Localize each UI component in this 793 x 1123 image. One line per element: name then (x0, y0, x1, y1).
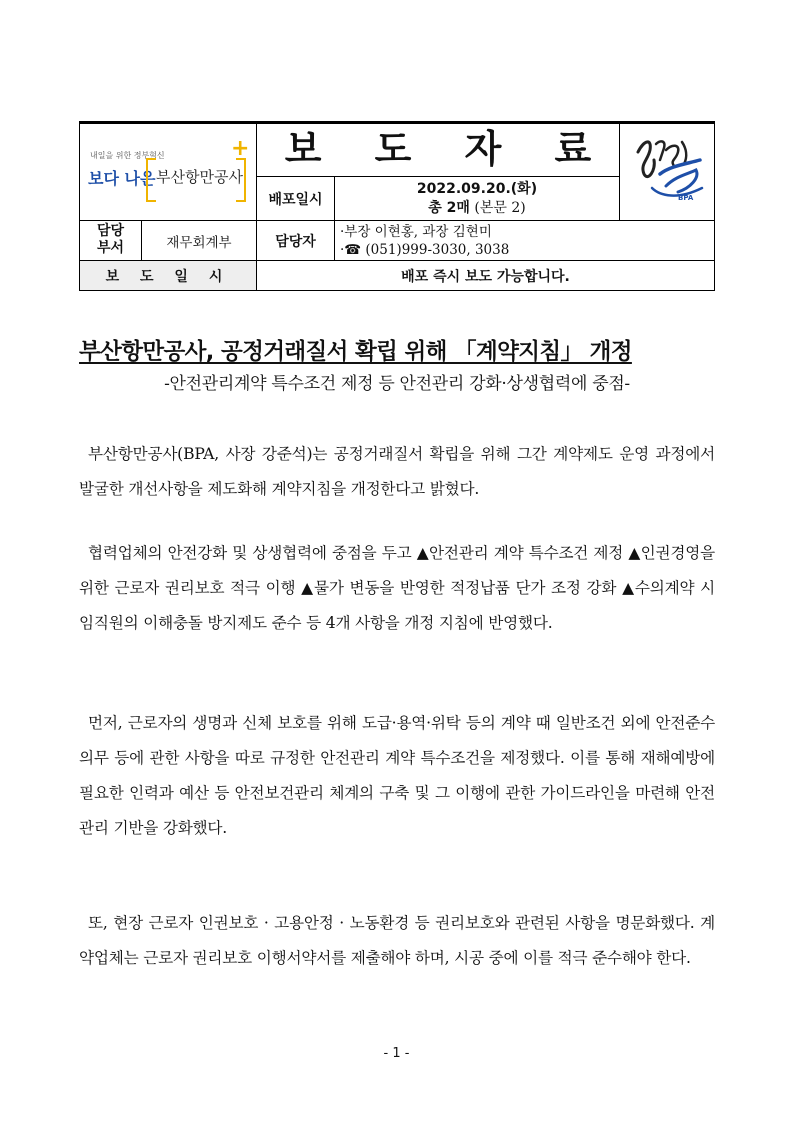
logo-tagline: 내일을 위한 정부혁신 (90, 151, 165, 160)
release-value-cell (256, 260, 715, 291)
contact-label-cell (256, 220, 334, 260)
header-table (79, 121, 715, 291)
release-value: 배포 즉시 보도 가능합니다. (401, 268, 570, 285)
bracket-left-icon (146, 158, 156, 202)
calligraphy-icon (630, 130, 710, 210)
headline: 부산항만공사, 공정거래질서 확립 위해 「계약지침」 개정 (79, 339, 632, 365)
contact-info (340, 223, 509, 259)
department-value-cell (141, 220, 256, 260)
department-label (80, 223, 141, 257)
paragraph-1-text: 부산항만공사(BPA, 사장 강준석)는 공정거래질서 확립을 위해 그간 계약제도 운영 과정에서 발굴한 개선사항을 제도화해 계약지침을 개정한다고 밝혔다. (79, 445, 715, 498)
distribution-label: 배포일시 (268, 191, 323, 208)
contact-value-cell (334, 220, 715, 260)
paragraph-1 (79, 437, 715, 507)
page-number: - 1 - (383, 1046, 410, 1061)
plus-icon: + (231, 136, 250, 161)
release-label: 보 도 일 시 (105, 268, 231, 285)
subheadline: -안전관리계약 특수조건 제정 등 안전관리 강화·상생협력에 중점- (164, 374, 630, 394)
bracket-right-icon (236, 158, 246, 202)
logo-slogan: 보다 나은 (88, 169, 156, 188)
distribution-date: 2022.09.20.(화) (416, 181, 538, 197)
release-label-cell (79, 260, 256, 291)
title-cell (256, 123, 619, 176)
paragraph-2 (79, 536, 715, 641)
contact-names: ·부장 이현홍, 과장 김현미 (340, 224, 492, 240)
distribution-value-cell (334, 176, 619, 220)
slogan-cell (619, 123, 715, 220)
department-label-line2: 부서 (96, 240, 125, 256)
contact-phone: ·☎ (051)999-3030, 3038 (340, 242, 510, 258)
department-label-cell (79, 220, 141, 260)
page-title: 보 도 자 료 (284, 127, 612, 171)
paragraph-4-text: 또, 현장 근로자 인권보호 · 고용안정 · 노동환경 등 권리보호와 관련된 사항을 명문화했다. 계약업체는 근로자 권리보호 이행서약서를 제출해야 하며, 시공 중에 이를 적극 준수해야 한다. (79, 914, 715, 967)
department-label-line1: 담당 (96, 223, 125, 239)
distribution-info (335, 180, 619, 218)
paragraph-3 (79, 706, 715, 846)
bpa-mark: BPA (678, 194, 694, 202)
paragraph-3-text: 먼저, 근로자의 생명과 신체 보호를 위해 도급·용역·위탁 등의 계약 때 일반조건 외에 안전준수의무 등에 관한 사항을 따로 규정한 안전관리 계약 특수조건을 제정했다. 이를 통해 재해예방에 필요한 인력과 예산 등 안전보건관리 체계의 구축 및 그 이행에 관한 가이드라인을 마련해 안전관리 기반을 강화했다. (79, 714, 715, 837)
pages-note: (본문 2) (474, 200, 526, 216)
department-value: 재무회계부 (166, 234, 232, 251)
bpa-logo (88, 136, 248, 214)
pages-total: 총 2매 (428, 200, 470, 216)
paragraph-2-text: 협력업체의 안전강화 및 상생협력에 중점을 두고 ▲안전관리 계약 특수조건 제정 ▲인권경영을 위한 근로자 권리보호 적극 이행 ▲물가 변동을 반영한 적정납품 단가 조정 강화 ▲수의계약 시 임직원의 이해충돌 방지제도 준수 등 4개 사항을 개정 지침에 반영했다. (79, 544, 715, 632)
logo-cell (79, 123, 256, 220)
calligraphy-slogan-logo (630, 130, 710, 216)
paragraph-4 (79, 906, 715, 976)
logo-org-name: 부산항만공사 (156, 168, 243, 186)
contact-label: 담당자 (275, 233, 316, 250)
distribution-label-cell (256, 176, 334, 220)
